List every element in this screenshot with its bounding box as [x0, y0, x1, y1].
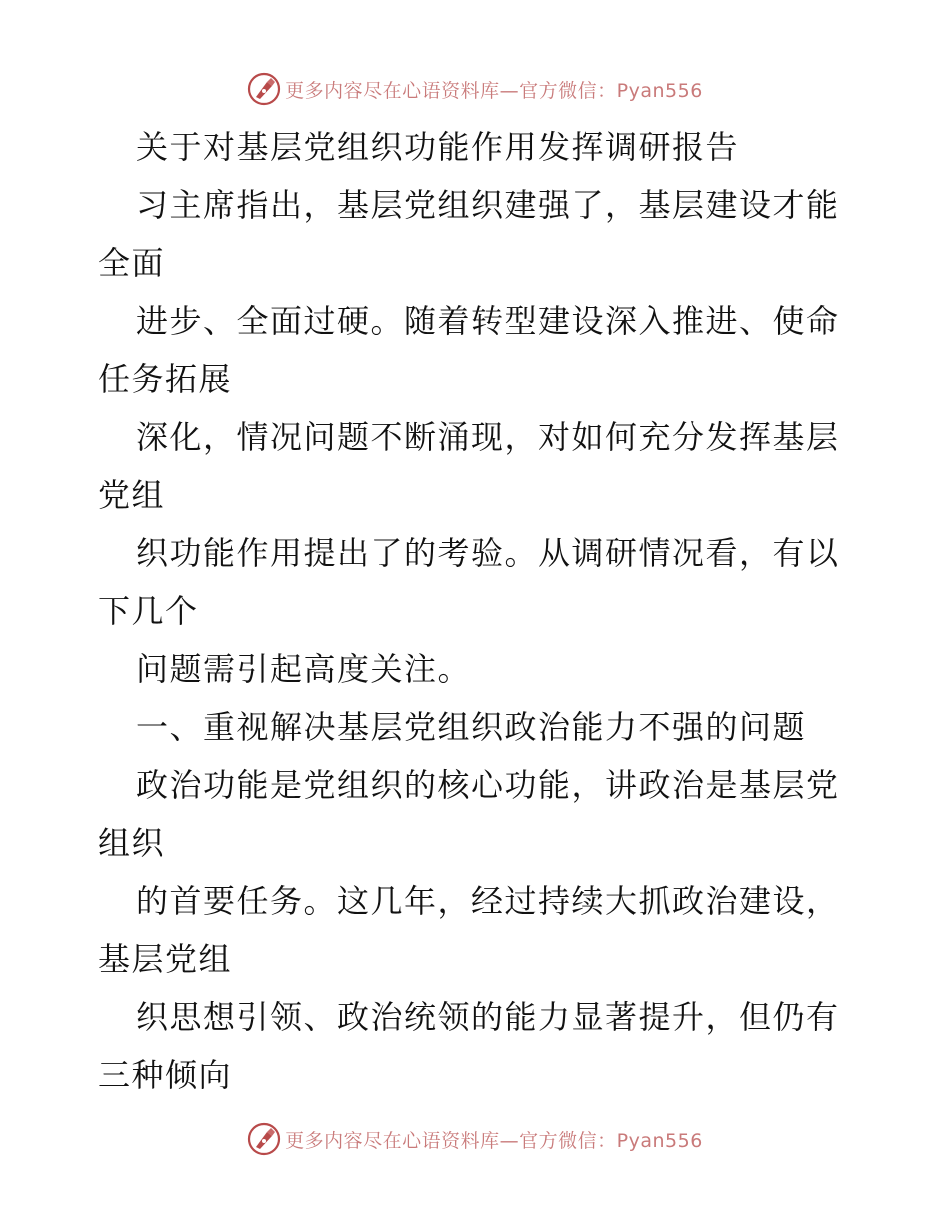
- text-line: 的首要任务。这几年，经过持续大抓政治建设，: [136, 882, 840, 920]
- watermark-footer: [0, 1122, 950, 1156]
- text-line: 进步、全面过硬。随着转型建设深入推进、使命: [136, 302, 840, 340]
- text-line: 三种倾向: [98, 1056, 233, 1094]
- text-line: 关于对基层党组织功能作用发挥调研报告: [136, 128, 740, 166]
- watermark-header: [0, 72, 950, 106]
- text-line: 基层党组: [98, 940, 233, 978]
- text-line: 织功能作用提出了的考验。从调研情况看，有以: [136, 534, 840, 572]
- watermark-text: 更多内容尽在心语资料库—官方微信：Pyan556: [285, 79, 703, 102]
- text-line: 一、重视解决基层党组织政治能力不强的问题: [136, 708, 807, 746]
- text-line: 党组: [98, 476, 166, 514]
- pen-nib-logo-icon: [247, 1122, 281, 1156]
- text-line: 习主席指出，基层党组织建强了，基层建设才能: [136, 186, 840, 224]
- text-line: 任务拓展: [98, 360, 233, 398]
- text-line: 全面: [98, 244, 166, 282]
- document-body: [98, 118, 858, 1104]
- watermark-text: 更多内容尽在心语资料库—官方微信：Pyan556: [285, 1129, 703, 1152]
- text-line: 政治功能是党组织的核心功能，讲政治是基层党: [136, 766, 840, 804]
- text-line: 问题需引起高度关注。: [136, 650, 472, 688]
- text-line: 深化，情况问题不断涌现，对如何充分发挥基层: [136, 418, 840, 456]
- text-line: 织思想引领、政治统领的能力显著提升，但仍有: [136, 998, 840, 1036]
- text-line: 下几个: [98, 592, 199, 630]
- pen-nib-logo-icon: [247, 72, 281, 106]
- text-line: 组织: [98, 824, 166, 862]
